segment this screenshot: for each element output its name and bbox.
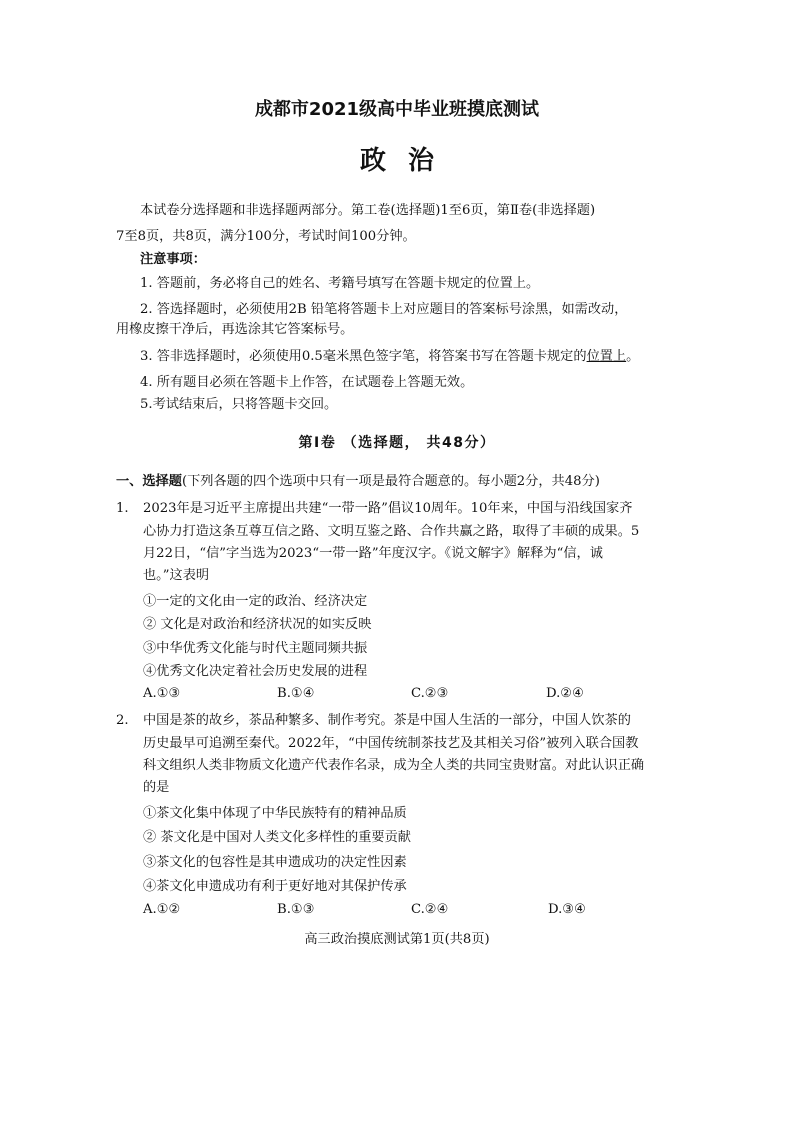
- subject-title: 政治: [359, 146, 456, 176]
- question-1-option-a: A.①③: [143, 686, 181, 701]
- section-title: [0, 432, 794, 452]
- question-1-option-d: D.②④: [546, 686, 584, 701]
- question-2-option-d: D.③④: [548, 902, 586, 917]
- note-3-underlined: 位置上: [586, 349, 627, 364]
- note-3-text: 3. 答非选择题时，必须使用0.5毫米黑色签字笔，将答案书写在答题卡规定的: [140, 349, 587, 364]
- question-2-item-1: ①茶文化集中体现了中华民族特有的精神品质: [143, 806, 407, 821]
- exam-title: 成都市2021级高中毕业班摸底测试: [254, 99, 540, 120]
- question-1-item-3: ③中华优秀文化能与时代主题同频共振: [143, 641, 368, 656]
- note-1: 1. 答题前，务必将自己的姓名、考籍号填写在答题卡规定的位置上。: [140, 276, 540, 291]
- part-heading: [116, 472, 600, 492]
- note-3-end: 。: [626, 349, 640, 364]
- question-2-stem-line-4: 的是: [143, 780, 170, 795]
- question-2-item-3: ③茶文化的包容性是其申遗成功的决定性因素: [143, 855, 407, 870]
- question-2-option-b: B.①③: [277, 902, 315, 917]
- intro-line-2: 7至8页，共8页，满分100分，考试时间100分钟。: [116, 229, 416, 244]
- note-2-line-1: 2. 答选择题时，必须使用2B 铅笔将答题卡上对应题目的答案标号涂黑，如需改动，: [140, 302, 628, 317]
- question-2-stem-line-2: 历史最早可追溯至秦代。2022年，“中国传统制茶技艺及其相关习俗”被列入联合国教: [143, 736, 639, 751]
- question-1-number: 1.: [116, 501, 129, 516]
- question-1-stem-line-3: 月22日，“信”字当选为2023“一带一路”年度汉字。《说文解字》解释为“信，诚: [143, 546, 603, 561]
- question-2-item-4: ④茶文化申遗成功有利于更好地对其保护传承: [143, 879, 407, 894]
- question-1-option-c: C.②③: [411, 686, 449, 701]
- page-footer: 高三政治摸底测试第1页(共8页): [304, 932, 490, 947]
- question-2-option-c: C.②④: [411, 902, 449, 917]
- question-2-number: 2.: [116, 713, 129, 728]
- part-description: (下列各题的四个选项中只有一项是最符合题意的。每小题2分，共48分): [181, 474, 600, 489]
- intro-line-1: 本试卷分选择题和非选择题两部分。第工卷(选择题)1至6页，第Ⅱ卷(非选择题): [140, 203, 596, 218]
- question-2-option-a: A.①②: [143, 902, 181, 917]
- question-1-option-b: B.①④: [277, 686, 315, 701]
- note-2-line-2: 用橡皮擦干净后，再选涂其它答案标号。: [116, 322, 354, 337]
- question-1-item-4: ④优秀文化决定着社会历史发展的进程: [143, 664, 368, 679]
- note-4: 4. 所有题目必须在答题卡上作答，在试题卷上答题无效。: [140, 375, 474, 390]
- question-2-stem-line-3: 科文组织人类非物质文化遗产代表作名录，成为全人类的共同宝贵财富。对此认识正确: [143, 758, 645, 773]
- question-1-stem-line-4: 也。”这表明: [143, 568, 210, 583]
- question-1-item-2: ② 文化是对政治和经济状况的如实反映: [143, 617, 372, 632]
- question-2-stem-line-1: 中国是茶的故乡，茶品种繁多、制作考究。茶是中国人生活的一部分，中国人饮茶的: [143, 713, 631, 728]
- section-title-text: 第Ⅰ卷 （选择题， 共48分）: [298, 435, 496, 451]
- part-label: 一、选择题: [116, 474, 182, 489]
- note-3: [140, 347, 639, 367]
- question-1-stem-line-1: 2023年是习近平主席提出共建“一带一路”倡议10周年。10年来，中国与沿线国家齐: [143, 501, 633, 516]
- question-2-item-2: ② 茶文化是中国对人类文化多样性的重要贡献: [143, 830, 411, 845]
- note-5: 5.考试结束后，只将答题卡交回。: [140, 397, 338, 412]
- question-1-item-1: ①一定的文化由一定的政治、经济决定: [143, 594, 368, 609]
- question-1-stem-line-2: 心协力打造这条互尊互信之路、文明互鉴之路、合作共赢之路，取得了丰硕的成果。5: [143, 524, 640, 539]
- notes-heading: 注意事项：: [140, 252, 206, 267]
